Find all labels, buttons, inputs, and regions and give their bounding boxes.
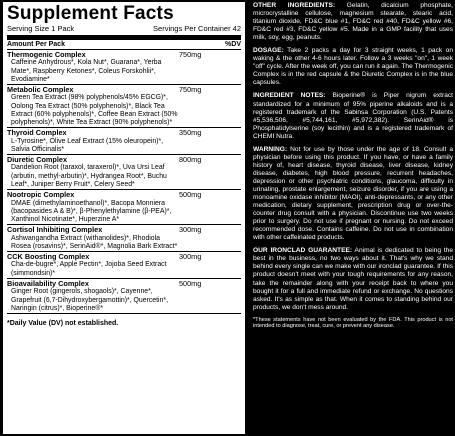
complex-thyroid	[7, 128, 241, 155]
complex-ingredients: L-Tyrosine*, Olive Leaf Extract (15% oleuropein)*, Salvia Officinalis*	[11, 137, 164, 153]
warning	[253, 146, 453, 243]
servings-per-container: Servings Per Container 42	[153, 24, 241, 33]
complex-ingredients: Green Tea Extract (98% polyphenols/45% EGCG)*, Oolong Tea Extract (50% polyphenols)*, Black Tea Extract (60% polyphenols)*, Coffee Bean Extract (50% polyphenols)*, White Tea Extract (90% polyphenols)*	[11, 94, 178, 127]
info-panel	[253, 2, 453, 434]
complex-ingredients: Cha-de-bugre*, Apple Pectin*, Jojoba Seed Extract (simmondsin)*	[11, 261, 167, 277]
serving-size: Serving Size 1 Pack	[7, 24, 75, 33]
complex-name: Thermogenic Complex	[7, 50, 86, 59]
other-ingredients-label: OTHER INGREDIENTS:	[253, 2, 336, 9]
complex-amount: 800mg	[179, 155, 202, 165]
complex-amount: 500mg	[179, 190, 202, 200]
dv-header: %DV	[225, 41, 241, 48]
complex-diuretic	[7, 155, 241, 190]
complex-ingredients: Ginger Root (gingerols, shogaols)*, Cayenne*, Grapefruit (6,7-Dihydroxybergamottin)*, Quercetin*, Naringin (citrus)*, Bioperine®*	[11, 288, 169, 312]
complex-name: Nootropic Complex	[7, 190, 75, 200]
dv-note: *Daily Value (DV) not established.	[7, 320, 119, 328]
serving-info	[7, 24, 241, 34]
complex-amount: 300mg	[179, 252, 202, 262]
dosage-label: DOSAGE:	[253, 47, 284, 55]
complex-amount: 500mg	[179, 279, 202, 289]
complex-name: Thyroid Complex	[7, 128, 67, 138]
complex-amount: 750mg	[179, 85, 202, 95]
other-ingredients	[253, 2, 453, 42]
facts-title: Supplement Facts	[7, 3, 174, 24]
ingredient-notes-text: Bioperine® is Piper nigrum extract standardized for a minimum of 95% piperine alkaloids and is a registered trademark of the Sabinsa Corporation (U.S. Patents #5,536,506, #5,744,161, #5,972,382). SerinAid® is Phosphatidylserine (soy lecithin) and is a registered trademark of CHEMI Nutra.	[253, 92, 453, 140]
complex-name: Metabolic Complex	[7, 85, 74, 95]
guarantee-label: OUR IRONCLAD GUARANTEE:	[253, 247, 353, 255]
warning-text: Not for use by those under the age of 18. Consult a physician before using this product. If you have, or have a family history of, heart disease, thyroid disease, liver disease, kidney disease, diabetes, high blood pressure, recurrent headaches, depression or other psychiatric conditions, glaucoma, difficulty in urinating, prostate enlargement, seizure disorder, if you are using a monoamine oxidase inhibitor (MAOI), anti-depressants, or any other medication, dietary supplement, prescription drug or over-the-counter drug consult with a physician. Discontinue use two weeks prior to surgery. Do not use if pregnant or nursing. Do not exceed recommended dose. Contains caffeine. Do not use in combination with other caffeinated products.	[253, 145, 453, 242]
complex-name: CCK Boosting Complex	[7, 252, 90, 262]
other-ingredients-text: Gelatin, dicalcium phosphate, microcrystalline cellulose, magnesium stearate, stearic acid, titanium dioxide, FD&C blue #1, FD&C red #40, FD&C yellow #6, FD&C red #3, FD&C yellow #5. Made in a GMP facility that uses milk, soy, egg, peanuts.	[253, 2, 453, 42]
supplement-facts-panel	[3, 2, 245, 434]
complex-ingredients: Caffeine Anhydrous*, Kola Nut*, Guarana*, Yerba Mate*, Raspberry Ketones*, Coleus Forskohlii*, Evodiamine*	[11, 59, 162, 83]
ingredient-notes	[253, 92, 453, 140]
guarantee-text: Animal is dedicated to being the best in the business, no two ways about it. That's why we stand behind every single can we make with our ironclad guarantee. If this product doesn't meet with your tough requirements for any reason, take the remainder along with your receipt back to where you bought it for a full and immediate refund or exchange. No questions asked. It's as simple as that. When it comes to standing behind our products, we don't mess around.	[253, 247, 453, 311]
amount-header-row	[7, 40, 241, 50]
amount-header: Amount Per Pack	[7, 41, 65, 48]
dosage	[253, 47, 453, 87]
complex-ingredients: Dandelion Root (taraxol, taraxerol)*, Uva Ursi Leaf (arbutin, methyl-arbutin)*, Hydrangea Root*, Buchu Leaf*, Juniper Berry Fruit*, Celery Seed*	[11, 164, 167, 189]
complex-name: Diuretic Complex	[7, 155, 68, 165]
complex-amount: 750mg	[179, 50, 202, 59]
complex-cortisol	[7, 225, 241, 252]
complex-thermogenic	[7, 50, 241, 85]
ingredient-notes-label: INGREDIENT NOTES:	[253, 92, 326, 100]
guarantee	[253, 247, 453, 311]
dosage-text: Take 2 packs a day for 3 straight weeks, 1 pack on waking & the other 4-6 hours later. Follow a 3 weeks "on", 1 week "off" cycle. After the week off, you can run it again. The Thermogenic Complex is in the red capsule & the Diuretic Complex is in the blue capsules.	[253, 47, 453, 87]
complex-ingredients: DMAE (dimethylaminoethanol)*, Bacopa Monniera (bacopasides A & B)*, β-Phenylethylamine (β-PEA)*, Xanthinol Nicotinate*, Huperzine A*	[11, 199, 172, 224]
complex-amount: 350mg	[179, 128, 202, 138]
complex-amount: 300mg	[179, 225, 202, 235]
complex-name: Cortisol Inhibiting Complex	[7, 225, 103, 235]
complex-cck	[7, 252, 241, 279]
fda-disclaimer: *These statements have not been evaluated by the FDA. This product is not intended to diagnose, treat, cure, or prevent any disease.	[253, 316, 453, 330]
complex-ingredients: Ashwangandha Extract (withanolides)*, Rhodiola Rosea (rosavins)*, SerinAid®*, Magnolia Bark Extract*	[11, 234, 178, 250]
complex-name: Bioavailability Complex	[7, 279, 89, 289]
complex-nootropic	[7, 190, 241, 225]
warning-label: WARNING:	[253, 145, 288, 153]
complex-bioavailability	[7, 279, 241, 314]
complex-metabolic	[7, 85, 241, 128]
